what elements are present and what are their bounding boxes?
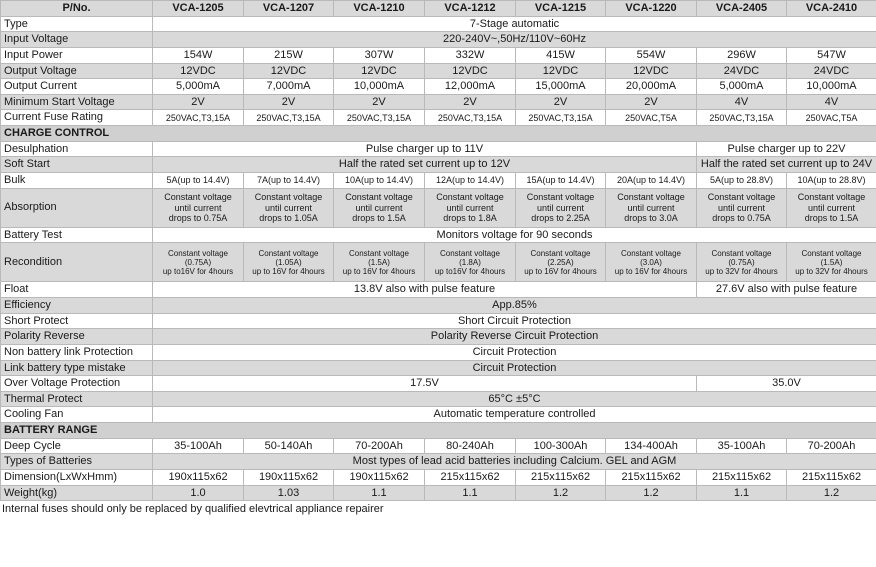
table-row [1,173,876,189]
row-value-minimum-start-voltage-3: 2V [334,94,425,110]
value-line: drops to 0.75A [712,212,771,223]
row-value-dimension-lxwxhmm-7: 215x115x62 [697,470,787,486]
value-line: drops to 2.25A [531,212,590,223]
row-value-minimum-start-voltage-2: 2V [244,94,334,110]
row-value-minimum-start-voltage-7: 4V [697,94,787,110]
value-line: drops to 1.8A [443,212,497,223]
value-line: Constant voltage [801,248,862,258]
value-line: Constant voltage [345,192,413,203]
row-value-weight-kg-3: 1.1 [334,485,425,501]
row-value-output-voltage-6: 12VDC [606,63,697,79]
row-value-current-fuse-rating-2: 250VAC,T3,15A [244,110,334,126]
row-label-recondition: Recondition [1,243,153,282]
row-value-input-voltage: 220-240V~,50Hz/110V~60Hz [153,32,876,48]
value-line: up to 32V for 4hours [795,266,868,276]
header-model-5: VCA-1215 [516,1,606,17]
row-value-absorption-5 [516,188,606,227]
row-value-output-voltage-2: 12VDC [244,63,334,79]
table-row [1,227,876,243]
battery-range-rows [1,423,876,501]
row-value-input-power-5: 415W [516,47,606,63]
value-line: Constant voltage [167,248,229,258]
row-label-bulk: Bulk [1,173,153,189]
row-label-absorption: Absorption [1,188,153,227]
row-value-weight-kg-4: 1.1 [425,485,516,501]
row-label-weight-kg: Weight(kg) [1,485,153,501]
row-value-current-fuse-rating-6: 250VAC,T5A [606,110,697,126]
row-value-over-voltage-protection-1: 17.5V [153,376,697,392]
row-value-output-current-5: 15,000mA [516,79,606,95]
value-line: drops to 1.5A [352,212,406,223]
row-value-bulk-8: 10A(up to 28.8V) [787,173,876,189]
row-value-recondition-1 [153,243,244,282]
table-row [1,407,876,423]
row-label-float: Float [1,282,153,298]
row-value-deep-cycle-2: 50-140Ah [244,438,334,454]
table-row [1,454,876,470]
value-line: until current [446,202,494,213]
row-value-output-current-3: 10,000mA [334,79,425,95]
row-value-bulk-2: 7A(up to 14.4V) [244,173,334,189]
table-row [1,313,876,329]
row-value-dimension-lxwxhmm-1: 190x115x62 [153,470,244,486]
value-line: drops to 1.05A [259,212,318,223]
value-line: (1.5A) [820,257,843,267]
table-row [1,485,876,501]
row-value-weight-kg-5: 1.2 [516,485,606,501]
header-model-3: VCA-1210 [334,1,425,17]
row-value-current-fuse-rating-3: 250VAC,T3,15A [334,110,425,126]
value-line: Constant voltage [254,192,323,203]
row-value-float-2: 27.6V also with pulse feature [697,282,876,298]
row-value-dimension-lxwxhmm-3: 190x115x62 [334,470,425,486]
row-value-input-power-7: 296W [697,47,787,63]
row-label-cooling-fan: Cooling Fan [1,407,153,423]
value-line: Constant voltage [258,248,319,258]
table-row [1,376,876,392]
row-value-recondition-5 [516,243,606,282]
row-value-output-voltage-7: 24VDC [697,63,787,79]
row-value-input-power-8: 547W [787,47,876,63]
row-value-soft-start-1: Half the rated set current up to 12V [153,157,697,173]
table-row [1,297,876,313]
row-value-deep-cycle-1: 35-100Ah [153,438,244,454]
row-value-input-power-4: 332W [425,47,516,63]
row-label-desulphation: Desulphation [1,141,153,157]
value-line: (0.75A) [184,257,212,267]
row-value-output-voltage-8: 24VDC [787,63,876,79]
row-value-absorption-7 [697,188,787,227]
value-line: Constant voltage [530,248,591,258]
header-model-6: VCA-1220 [606,1,697,17]
row-value-bulk-3: 10A(up to 14.4V) [334,173,425,189]
header-model-2: VCA-1207 [244,1,334,17]
row-value-types-of-batteries: Most types of lead acid batteries including Calcium. GEL and AGM [153,454,876,470]
row-value-bulk-6: 20A(up to 14.4V) [606,173,697,189]
row-value-absorption-3 [334,188,425,227]
value-line: up to 32V for 4hours [705,266,778,276]
table-row [1,47,876,63]
table-row [1,391,876,407]
value-line: (2.25A) [547,257,574,267]
value-line: up to16V for 4hours [434,266,506,276]
value-line: Constant voltage [439,248,501,258]
value-line: (0.75A) [728,257,755,267]
section-battery-range: BATTERY RANGE [1,423,876,439]
row-value-desulphation-2: Pulse charger up to 22V [697,141,876,157]
row-value-current-fuse-rating-5: 250VAC,T3,15A [516,110,606,126]
value-line: Constant voltage [797,192,866,203]
row-value-float-1: 13.8V also with pulse feature [153,282,697,298]
row-value-output-current-1: 5,000mA [153,79,244,95]
row-label-over-voltage-protection: Over Voltage Protection [1,376,153,392]
row-value-dimension-lxwxhmm-4: 215x115x62 [425,470,516,486]
value-line: Constant voltage [707,192,776,203]
row-value-absorption-4 [425,188,516,227]
row-label-thermal-protect: Thermal Protect [1,391,153,407]
value-line: up to 16V for 4hours [252,266,325,276]
row-value-recondition-7 [697,243,787,282]
row-value-deep-cycle-5: 100-300Ah [516,438,606,454]
value-line: Constant voltage [348,248,410,258]
row-value-dimension-lxwxhmm-8: 215x115x62 [787,470,876,486]
header-model-8: VCA-2410 [787,1,876,17]
row-value-weight-kg-6: 1.2 [606,485,697,501]
row-value-cooling-fan: Automatic temperature controlled [153,407,876,423]
value-line: (3.0A) [640,257,662,267]
row-value-short-protect: Short Circuit Protection [153,313,876,329]
row-value-recondition-2 [244,243,334,282]
table-header-row [1,1,876,17]
table-row [1,79,876,95]
value-line: (1.5A) [368,257,390,267]
value-line: (1.8A) [459,257,481,267]
row-label-dimension-lxwxhmm: Dimension(LxWxHmm) [1,470,153,486]
row-value-minimum-start-voltage-4: 2V [425,94,516,110]
row-value-output-voltage-5: 12VDC [516,63,606,79]
value-line: until current [717,202,766,213]
row-label-non-battery-link-protection: Non battery link Protection [1,344,153,360]
row-value-desulphation-1: Pulse charger up to 11V [153,141,697,157]
row-value-battery-test: Monitors voltage for 90 seconds [153,227,876,243]
row-label-types-of-batteries: Types of Batteries [1,454,153,470]
row-label-type: Type [1,16,153,32]
row-label-input-power: Input Power [1,47,153,63]
value-line: up to 16V for 4hours [614,266,688,276]
row-label-current-fuse-rating: Current Fuse Rating [1,110,153,126]
row-label-minimum-start-voltage: Minimum Start Voltage [1,94,153,110]
row-value-output-current-2: 7,000mA [244,79,334,95]
table-row [1,63,876,79]
row-value-current-fuse-rating-8: 250VAC,T5A [787,110,876,126]
table-row [1,110,876,126]
row-value-absorption-6 [606,188,697,227]
row-value-link-battery-type-mistake: Circuit Protection [153,360,876,376]
row-value-weight-kg-1: 1.0 [153,485,244,501]
row-value-over-voltage-protection-2: 35.0V [697,376,876,392]
value-line: until current [264,202,313,213]
row-value-minimum-start-voltage-6: 2V [606,94,697,110]
table-row [1,344,876,360]
row-value-output-voltage-1: 12VDC [153,63,244,79]
header-model-7: VCA-2405 [697,1,787,17]
section-row [1,126,876,142]
row-value-deep-cycle-4: 80-240Ah [425,438,516,454]
table-row [1,360,876,376]
row-value-output-current-4: 12,000mA [425,79,516,95]
value-line: Constant voltage [436,192,504,203]
value-line: until current [536,202,585,213]
value-line: until current [174,202,222,213]
row-value-dimension-lxwxhmm-6: 215x115x62 [606,470,697,486]
row-value-deep-cycle-3: 70-200Ah [334,438,425,454]
table-row [1,329,876,345]
section-charge-control: CHARGE CONTROL [1,126,876,142]
row-value-dimension-lxwxhmm-5: 215x115x62 [516,470,606,486]
row-value-bulk-5: 15A(up to 14.4V) [516,173,606,189]
row-label-input-voltage: Input Voltage [1,32,153,48]
row-label-soft-start: Soft Start [1,157,153,173]
row-value-output-voltage-3: 12VDC [334,63,425,79]
row-value-absorption-8 [787,188,876,227]
table-row [1,141,876,157]
row-value-minimum-start-voltage-8: 4V [787,94,876,110]
row-value-thermal-protect: 65°C ±5°C [153,391,876,407]
row-value-efficiency: App.85% [153,297,876,313]
row-value-input-power-3: 307W [334,47,425,63]
row-label-deep-cycle: Deep Cycle [1,438,153,454]
row-value-current-fuse-rating-4: 250VAC,T3,15A [425,110,516,126]
row-value-deep-cycle-8: 70-200Ah [787,438,876,454]
value-line: Constant voltage [711,248,772,258]
value-line: Constant voltage [526,192,595,203]
row-label-output-current: Output Current [1,79,153,95]
row-value-recondition-4 [425,243,516,282]
table-row [1,470,876,486]
row-value-deep-cycle-6: 134-400Ah [606,438,697,454]
value-line: Constant voltage [164,192,232,203]
table-row [1,16,876,32]
row-value-weight-kg-8: 1.2 [787,485,876,501]
value-line: drops to 0.75A [168,212,228,223]
value-line: until current [807,202,856,213]
row-value-recondition-6 [606,243,697,282]
table-row [1,157,876,173]
row-value-input-power-1: 154W [153,47,244,63]
row-value-input-power-6: 554W [606,47,697,63]
row-value-current-fuse-rating-1: 250VAC,T3,15A [153,110,244,126]
value-line: until current [627,202,675,213]
row-value-absorption-1 [153,188,244,227]
table-row [1,94,876,110]
general-spec-rows [1,16,876,125]
row-label-link-battery-type-mistake: Link battery type mistake [1,360,153,376]
table-row [1,282,876,298]
table-row [1,32,876,48]
header-model-4: VCA-1212 [425,1,516,17]
row-value-output-current-8: 10,000mA [787,79,876,95]
row-value-soft-start-2: Half the rated set current up to 24V [697,157,876,173]
table-row [1,243,876,282]
value-line: Constant voltage [617,192,685,203]
value-line: up to 16V for 4hours [524,266,597,276]
row-value-absorption-2 [244,188,334,227]
row-value-non-battery-link-protection: Circuit Protection [153,344,876,360]
row-value-bulk-1: 5A(up to 14.4V) [153,173,244,189]
row-value-type: 7-Stage automatic [153,16,876,32]
row-value-deep-cycle-7: 35-100Ah [697,438,787,454]
table-body [1,1,876,17]
row-value-minimum-start-voltage-1: 2V [153,94,244,110]
value-line: up to16V for 4hours [162,266,234,276]
row-value-recondition-3 [334,243,425,282]
value-line: drops to 3.0A [624,212,678,223]
table-row [1,438,876,454]
table-row [1,188,876,227]
value-line: (1.05A) [275,257,302,267]
value-line: drops to 1.5A [804,212,859,223]
row-label-polarity-reverse: Polarity Reverse [1,329,153,345]
row-value-recondition-8 [787,243,876,282]
row-value-output-current-6: 20,000mA [606,79,697,95]
row-value-bulk-4: 12A(up to 14.4V) [425,173,516,189]
value-line: until current [355,202,403,213]
header-model-1: VCA-1205 [153,1,244,17]
row-value-weight-kg-2: 1.03 [244,485,334,501]
header-pno: P/No. [1,1,153,17]
row-value-minimum-start-voltage-5: 2V [516,94,606,110]
row-value-weight-kg-7: 1.1 [697,485,787,501]
row-value-input-power-2: 215W [244,47,334,63]
row-value-current-fuse-rating-7: 250VAC,T3,15A [697,110,787,126]
section-row [1,423,876,439]
row-label-efficiency: Efficiency [1,297,153,313]
row-value-output-voltage-4: 12VDC [425,63,516,79]
row-value-output-current-7: 5,000mA [697,79,787,95]
row-label-short-protect: Short Protect [1,313,153,329]
row-label-output-voltage: Output Voltage [1,63,153,79]
footnote: Internal fuses should only be replaced by qualified elevtrical appliance repairer [2,503,384,516]
value-line: Constant voltage [620,248,682,258]
charge-control-rows [1,126,876,423]
row-value-dimension-lxwxhmm-2: 190x115x62 [244,470,334,486]
row-value-polarity-reverse: Polarity Reverse Circuit Protection [153,329,876,345]
value-line: up to 16V for 4hours [342,266,416,276]
row-value-bulk-7: 5A(up to 28.8V) [697,173,787,189]
row-label-battery-test: Battery Test [1,227,153,243]
